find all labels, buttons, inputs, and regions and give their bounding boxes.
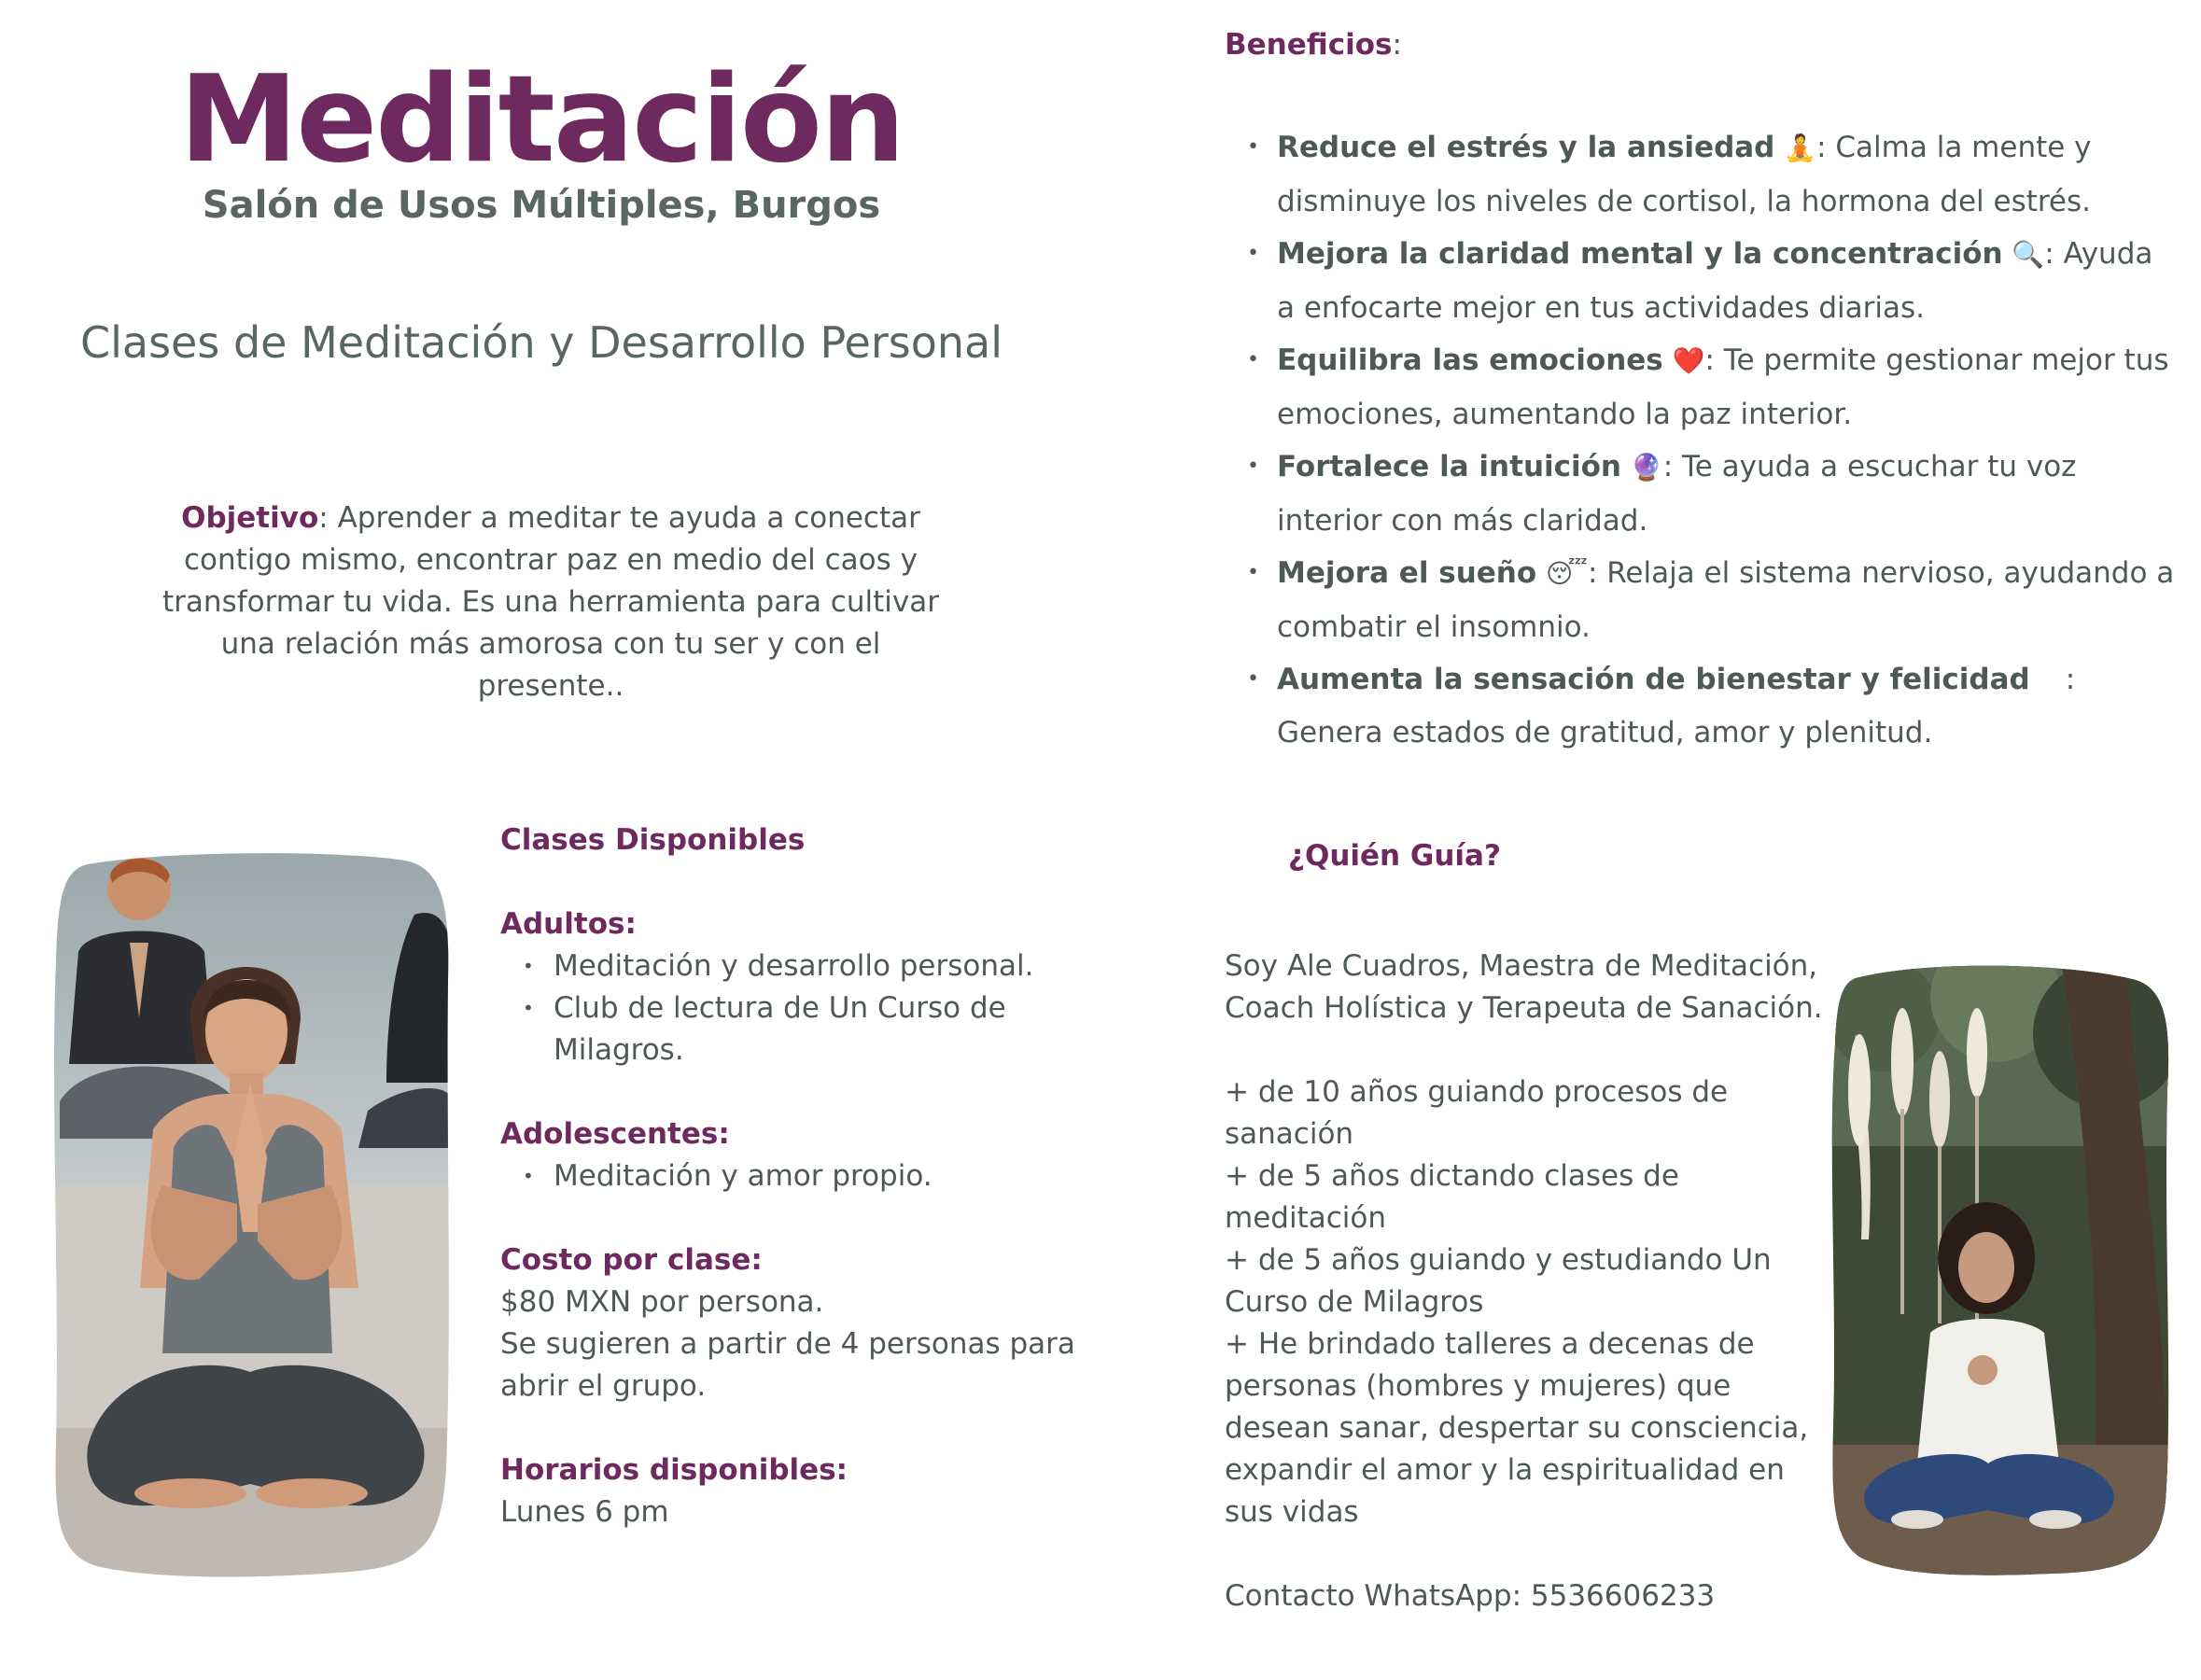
benefits-list <box>1232 121 2175 759</box>
guide-intro: Soy Ale Cuadros, Maestra de Meditación, Coach Holística y Terapeuta de Sanación. <box>1225 949 1823 1025</box>
magnifier-icon: 🔍 <box>2012 239 2045 270</box>
crystal-ball-icon: 🔮 <box>1630 452 1663 483</box>
adults-list <box>500 945 1079 1071</box>
list-item: • Meditación y amor propio. <box>500 1155 1079 1197</box>
venue-subtitle: Salón de Usos Múltiples, Burgos <box>202 184 881 227</box>
benefit-title: Fortalece la intuición <box>1277 450 1622 483</box>
guide-heading: ¿Quién Guía? <box>1288 839 1501 873</box>
objective-text: : Aprender a meditar te ayuda a conectar contigo mismo, encontrar paz en medio del caos y transformar tu vida. Es una herramienta para cultivar una relación más amorosa con tu ser y con el presente.. <box>162 501 939 703</box>
guide-point: + de 5 años guiando y estudiando Un Curso de Milagros <box>1225 1243 1772 1319</box>
cost-heading: Costo por clase: <box>500 1243 763 1277</box>
teens-heading: Adolescentes: <box>500 1117 730 1151</box>
benefits-heading <box>1225 22 1402 67</box>
benefit-title: Reduce el estrés y la ansiedad <box>1277 131 1775 164</box>
objective-paragraph <box>159 497 943 707</box>
list-item: • Club de lectura de Un Curso de Milagros. <box>500 987 1079 1071</box>
whatsapp-contact: Contacto WhatsApp: 5536606233 <box>1225 1579 1716 1613</box>
cost-note: Se sugieren a partir de 4 personas para abrir el grupo. <box>500 1327 1075 1403</box>
benefit-text: : Calma la mente y disminuye los niveles de cortisol, la hormona del estrés. <box>1277 131 2092 218</box>
guide-point: + de 5 años dictando clases de meditación <box>1225 1159 1679 1235</box>
meditation-class-photo <box>50 849 452 1577</box>
benefit-item <box>1232 653 2175 759</box>
heart-icon: ❤️ <box>1672 345 1705 376</box>
page-title: Meditación <box>178 50 904 189</box>
guide-photo <box>1828 959 2173 1575</box>
objective-label: Objetivo <box>181 501 319 535</box>
benefit-text: : Te permite gestionar mejor tus emociones, aumentando la paz interior. <box>1277 343 2169 431</box>
meditating-person-icon: 🧘 <box>1784 133 1817 163</box>
classes-heading: Clases Disponibles <box>500 823 806 857</box>
benefit-text: : Te ayuda a escuchar tu voz interior con más claridad. <box>1277 450 2077 538</box>
benefit-title: Aumenta la sensación de bienestar y felicidad <box>1277 663 2030 696</box>
classes-section <box>500 819 1079 1533</box>
teens-list <box>500 1155 1079 1197</box>
guide-point: + de 10 años guiando procesos de sanación <box>1225 1075 1729 1151</box>
benefits-heading-label: Beneficios <box>1225 28 1393 62</box>
benefit-text: : Relaja el sistema nervioso, ayudando a combatir el insomnio. <box>1277 556 2175 644</box>
list-item: • Meditación y desarrollo personal. <box>500 945 1079 987</box>
benefit-item <box>1232 121 2175 228</box>
benefit-title: Equilibra las emociones <box>1277 343 1663 377</box>
benefits-heading-colon: : <box>1392 28 1402 62</box>
benefit-title: Mejora la claridad mental y la concentración <box>1277 237 2003 271</box>
schedule-value: Lunes 6 pm <box>500 1495 669 1529</box>
cost-price: $80 MXN por persona. <box>500 1285 824 1319</box>
benefit-item <box>1232 228 2175 334</box>
guide-point: + He brindado talleres a decenas de personas (hombres y mujeres) que desean sanar, despertar su consciencia, expandir el amor y la espiritualidad en sus vidas <box>1225 1327 1809 1529</box>
benefit-item <box>1232 334 2175 441</box>
benefit-text: : Genera estados de gratitud, amor y plenitud. <box>1277 663 2076 749</box>
benefit-item <box>1232 441 2175 547</box>
course-title: Clases de Meditación y Desarrollo Personal <box>80 317 1002 368</box>
sleeping-face-icon: 😴 <box>1546 558 1588 589</box>
benefit-item <box>1232 547 2175 653</box>
schedule-heading: Horarios disponibles: <box>500 1453 848 1487</box>
guide-section <box>1225 945 1841 1617</box>
benefit-title: Mejora el sueño <box>1277 556 1537 590</box>
benefit-text: : Ayuda a enfocarte mejor en tus actividades diarias. <box>1277 237 2153 325</box>
adults-heading: Adultos: <box>500 907 637 941</box>
